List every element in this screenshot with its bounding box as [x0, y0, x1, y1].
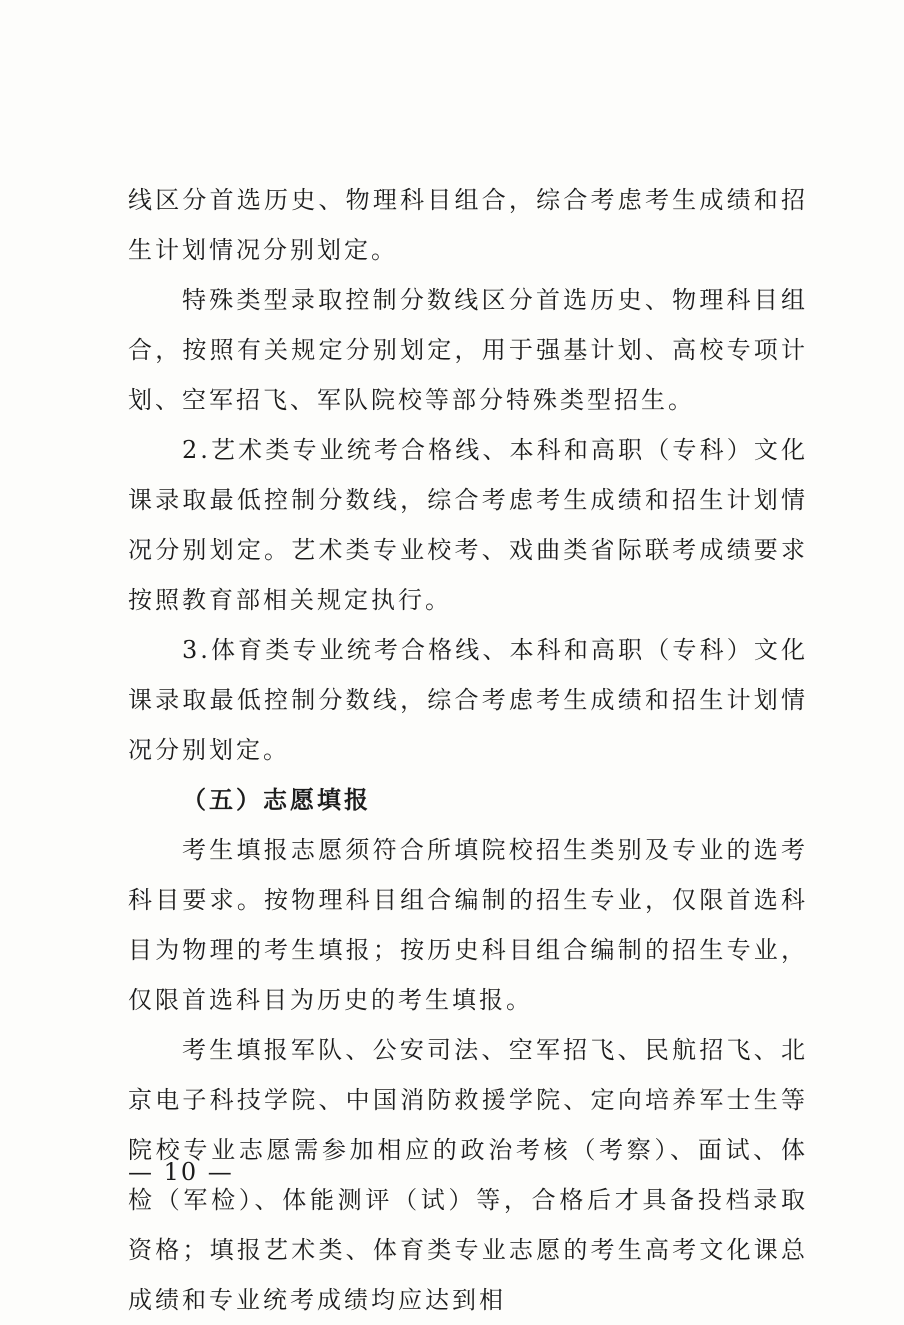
- paragraph-art-category: 2.艺术类专业统考合格线、本科和高职（专科）文化课录取最低控制分数线，综合考虑考生成绩和招生计划情况分别划定。艺术类专业校考、戏曲类省际联考成绩要求按照教育部相关规定执行。: [128, 436, 808, 614]
- section-heading-volunteer-filling: （五）志愿填报: [182, 786, 371, 814]
- paragraph-continuation: 线区分首选历史、物理科目组合，综合考虑考生成绩和招生计划情况分别划定。: [128, 186, 808, 264]
- paragraph-subject-requirements: 考生填报志愿须符合所填院校招生类别及专业的选考科目要求。按物理科目组合编制的招生专业，仅限首选科目为物理的考生填报；按历史科目组合编制的招生专业，仅限首选科目为历史的考生填报。: [128, 836, 808, 1014]
- paragraph-special-institutions: 考生填报军队、公安司法、空军招飞、民航招飞、北京电子科技学院、中国消防救援学院、定向培养军士生等院校专业志愿需参加相应的政治考核（考察）、面试、体检（军检）、体能测评（试）等，合格后才具备投档录取资格；填报艺术类、体育类专业志愿的考生高考文化课总成绩和专业统考成绩均应达到相: [128, 1036, 808, 1314]
- paragraph-sports-category: 3.体育类专业统考合格线、本科和高职（专科）文化课录取最低控制分数线，综合考虑考生成绩和招生计划情况分别划定。: [128, 636, 808, 764]
- paragraph-special-admission: 特殊类型录取控制分数线区分首选历史、物理科目组合，按照有关规定分别划定，用于强基计划、高校专项计划、空军招飞、军队院校等部分特殊类型招生。: [128, 286, 808, 414]
- page-number: — 10 —: [128, 1158, 234, 1186]
- document-body: [128, 175, 808, 1325]
